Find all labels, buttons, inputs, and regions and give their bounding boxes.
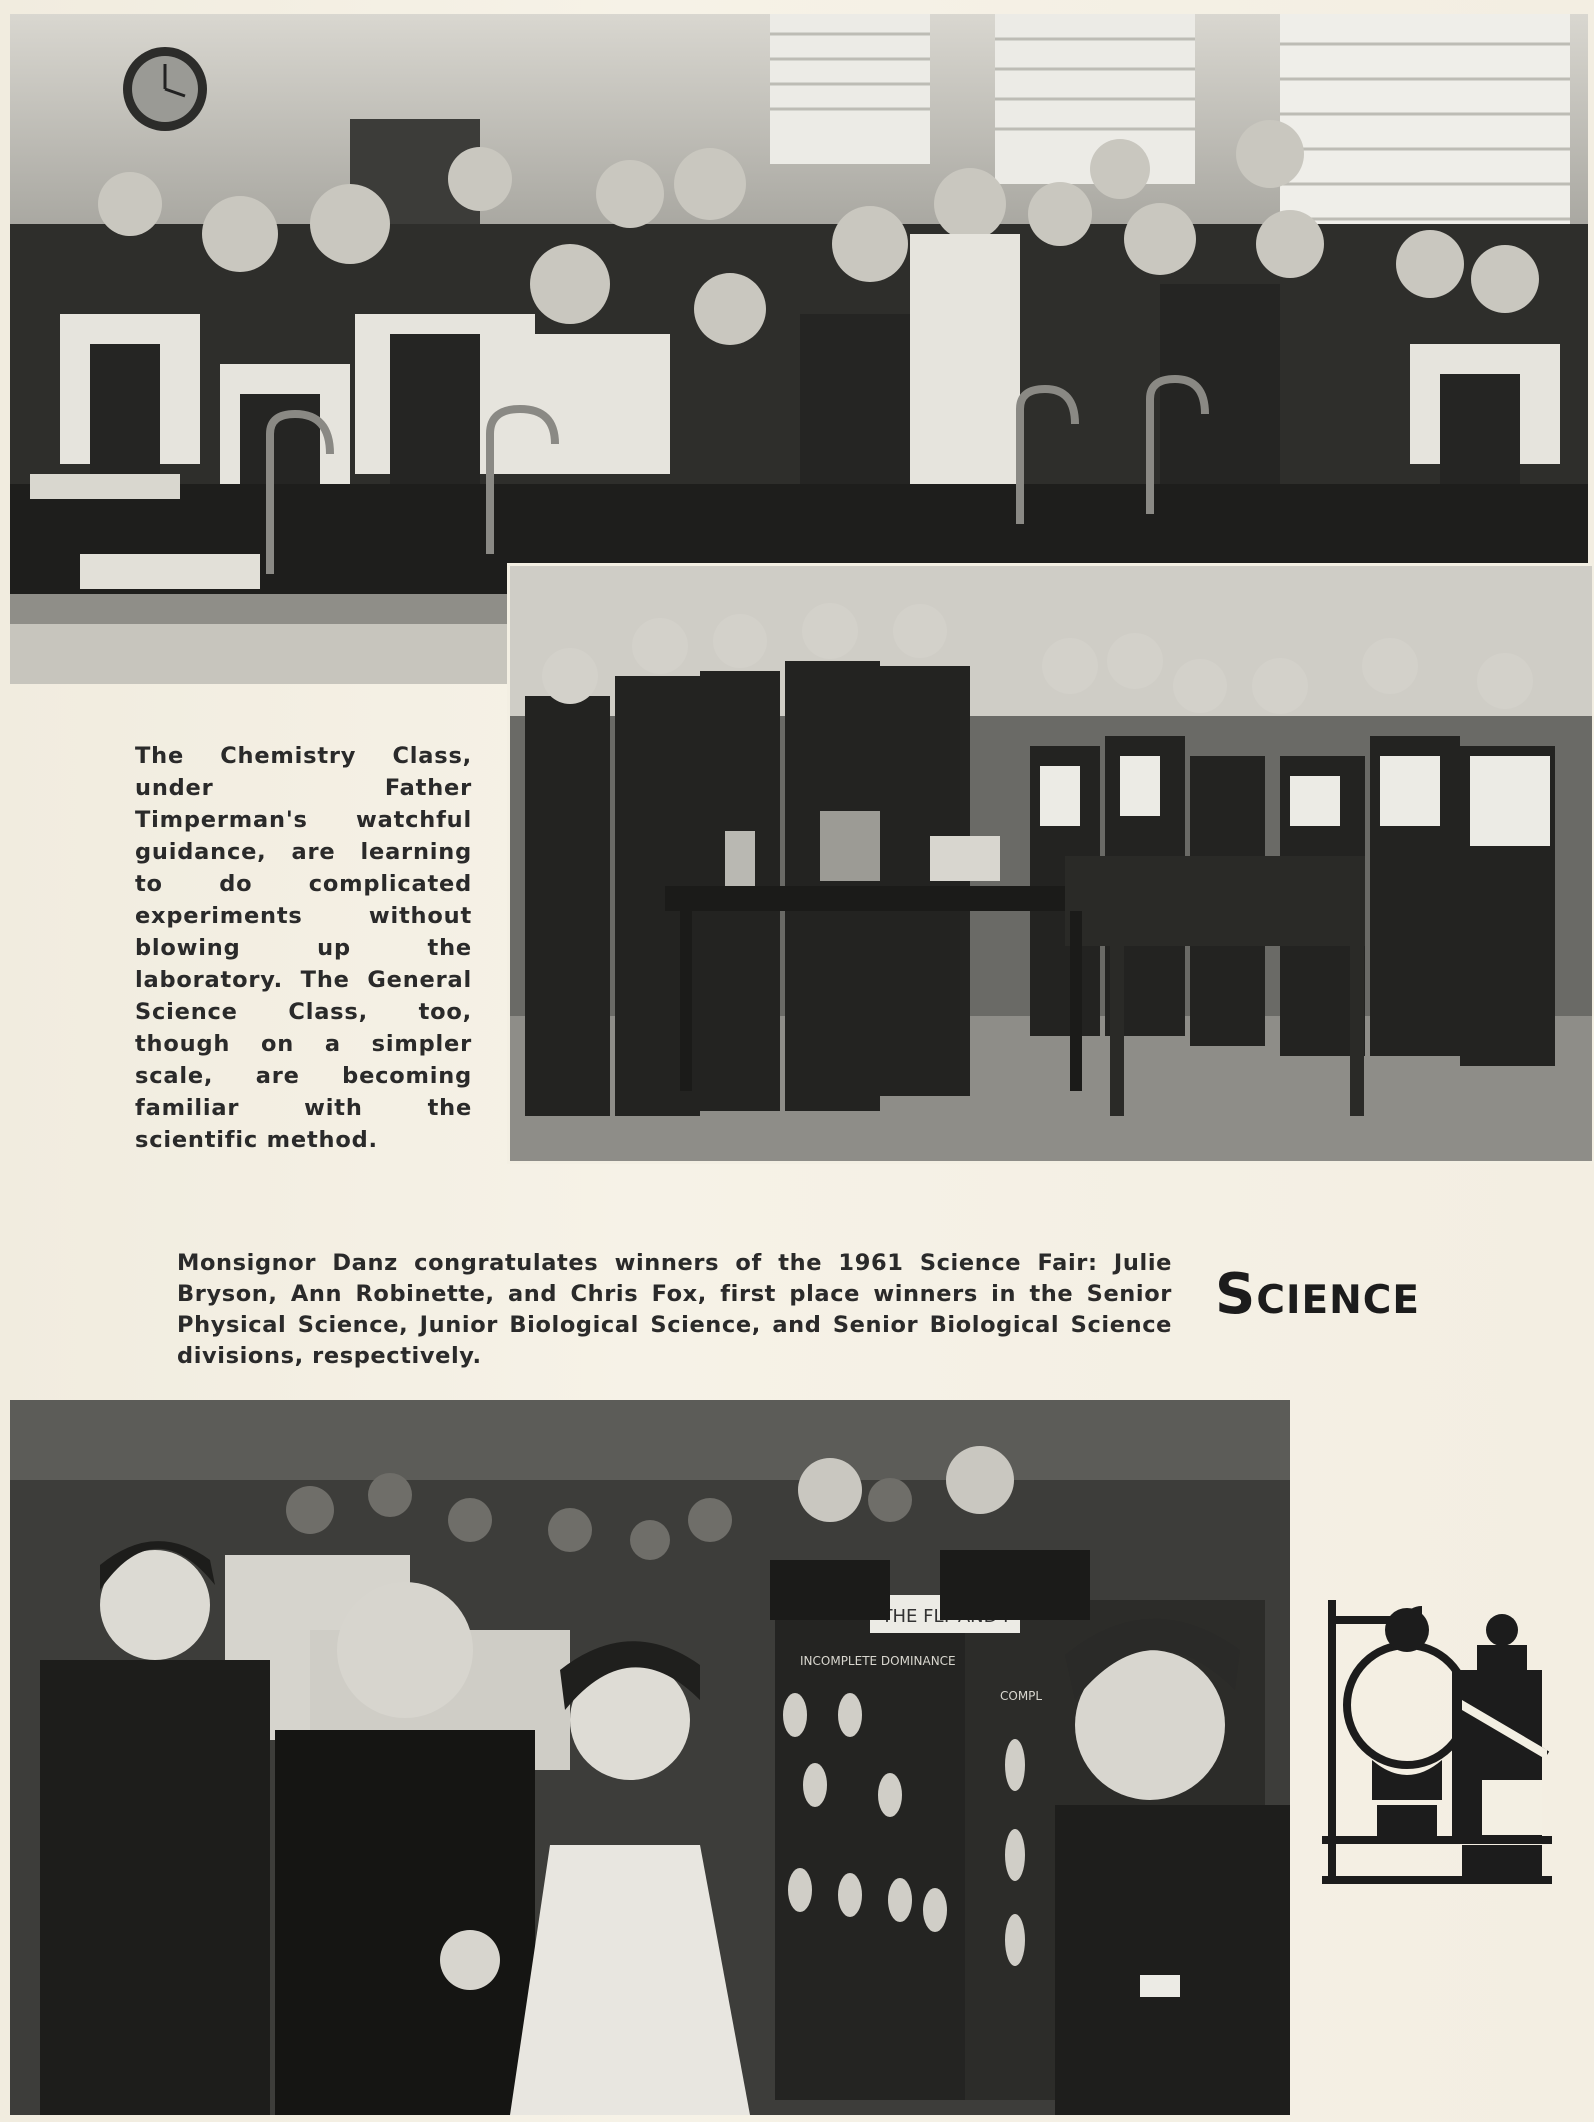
general-science-class-photo	[507, 563, 1594, 1164]
chemistry-caption: The Chemistry Class, under Father Timperman's watchful guidance, are learning to do complicated experiments without blowing up the laboratory. The General Science Class, too, though on a simpler scale, are becoming familiar with the scientific method.	[135, 743, 472, 1153]
section-title: Science	[1215, 1262, 1421, 1327]
board-left-text: INCOMPLETE DOMINANCE	[800, 1654, 956, 1668]
science-fair-photo	[10, 1400, 1290, 2115]
fair-sign-text: THE FLY	[881, 1606, 953, 1627]
science-fair-caption: Monsignor Danz congratulates winners of the 1961 Science Fair: Julie Bryson, Ann Robinette, and Chris Fox, first place winners in the Senior Physical Science, Junior Biological Science, and Senior Biological Science divisions, respectively.	[177, 1250, 1172, 1369]
science-emblem-icon	[1312, 1590, 1562, 1890]
board-right-text: COMPL	[1000, 1689, 1043, 1703]
